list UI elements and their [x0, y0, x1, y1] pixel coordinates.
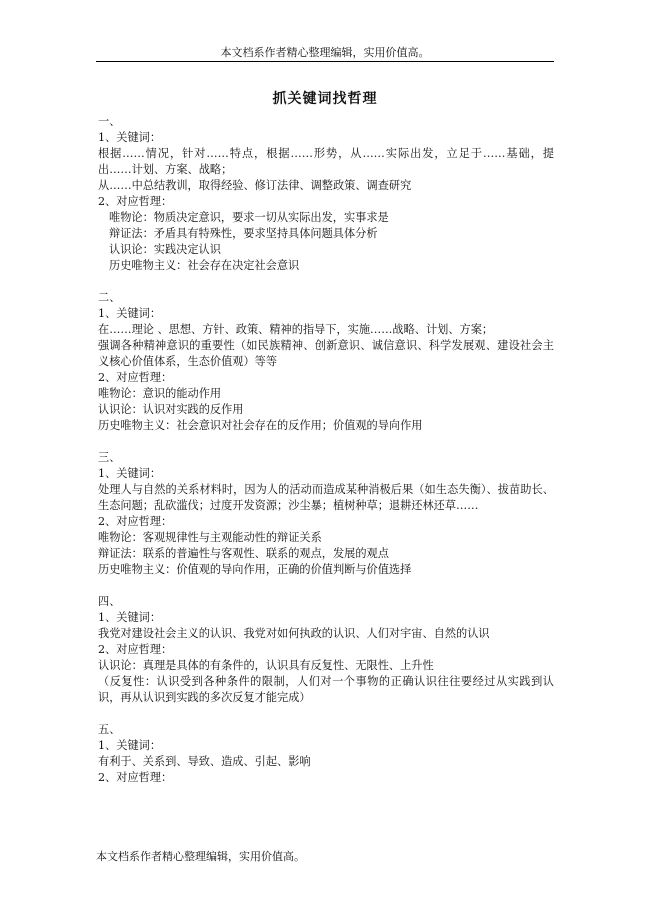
keywords-label: 1、关键词： [98, 611, 162, 624]
philosophy-item: 认识论：实践决定认识 [109, 243, 221, 256]
philosophy-item: 历史唯物主义：价值观的导向作用，正确的价值判断与价值选择 [98, 563, 412, 576]
philosophy-item: 历史唯物主义：社会存在决定社会意识 [109, 259, 300, 272]
document-body [98, 114, 554, 802]
philosophy-item: 唯物论：意识的能动作用 [98, 387, 222, 400]
section-heading: 一、 [98, 115, 121, 128]
section-5 [98, 722, 554, 786]
page-header: 本文档系作者精心整理编辑，实用价值高。 [220, 46, 430, 59]
keywords-paragraph: 从……中总结教训，取得经验、修订法律、调整政策、调查研究 [98, 179, 412, 192]
section-3 [98, 450, 554, 578]
philosophy-label: 2、对应哲理： [98, 643, 173, 656]
section-heading: 三、 [98, 451, 121, 464]
section-heading: 二、 [98, 291, 121, 304]
keywords-paragraph: 有利于、关系到、导致、造成、引起、影响 [98, 755, 311, 768]
keywords-label: 1、关键词： [98, 131, 162, 144]
philosophy-item: 辩证法：矛盾具有特殊性，要求坚持具体问题具体分析 [109, 227, 378, 240]
section-heading: 五、 [98, 723, 121, 736]
philosophy-label: 2、对应哲理： [98, 771, 173, 784]
philosophy-label: 2、对应哲理： [98, 195, 173, 208]
philosophy-item: 辩证法：联系的普遍性与客观性、联系的观点，发展的观点 [98, 547, 389, 560]
section-4 [98, 594, 554, 706]
philosophy-item: 认识论：认识对实践的反作用 [98, 403, 244, 416]
page-footer: 本文档系作者精心整理编辑，实用价值高。 [96, 850, 305, 863]
keywords-paragraph: 强调各种精神意识的重要性（如民族精神、创新意识、诚信意识、科学发展观、建设社会主义核心价值体系，生态价值观）等等 [98, 339, 554, 368]
header-rule [96, 61, 554, 62]
document-title: 抓关键词找哲理 [272, 91, 378, 107]
keywords-paragraph: 根据……情况，针对……特点，根据……形势，从……实际出发，立足于……基础，提出……计划、方案、战略； [98, 147, 554, 176]
philosophy-label: 2、对应哲理： [98, 371, 173, 384]
philosophy-note: （反复性：认识受到各种条件的限制，人们对一个事物的正确认识往往要经过从实践到认识，再从认识到实践的多次反复才能完成） [98, 675, 554, 704]
keywords-label: 1、关键词： [98, 739, 162, 752]
keywords-label: 1、关键词： [98, 307, 162, 320]
keywords-paragraph: 处理人与自然的关系材料时，因为人的活动而造成某种消极后果（如生态失衡）、拔苗助长、生态问题；乱砍滥伐；过度开发资源；沙尘暴；植树种草；退耕还林还草…… [98, 483, 554, 512]
section-2 [98, 290, 554, 434]
keywords-paragraph: 我党对建设社会主义的认识、我党对如何执政的认识、人们对宇宙、自然的认识 [98, 627, 490, 640]
keywords-paragraph: 在……理论 、思想、方针、政策、精神的指导下，实施……战略、计划、方案； [98, 323, 494, 336]
philosophy-item: 历史唯物主义：社会意识对社会存在的反作用；价值观的导向作用 [98, 419, 423, 432]
keywords-label: 1、关键词： [98, 467, 162, 480]
philosophy-item: 唯物论：物质决定意识，要求一切从实际出发，实事求是 [109, 211, 389, 224]
section-1 [98, 114, 554, 274]
philosophy-item: 唯物论：客观规律性与主观能动性的辩证关系 [98, 531, 322, 544]
philosophy-label: 2、对应哲理： [98, 515, 173, 528]
philosophy-item: 认识论：真理是具体的有条件的，认识具有反复性、无限性、上升性 [98, 659, 434, 672]
section-heading: 四、 [98, 595, 121, 608]
